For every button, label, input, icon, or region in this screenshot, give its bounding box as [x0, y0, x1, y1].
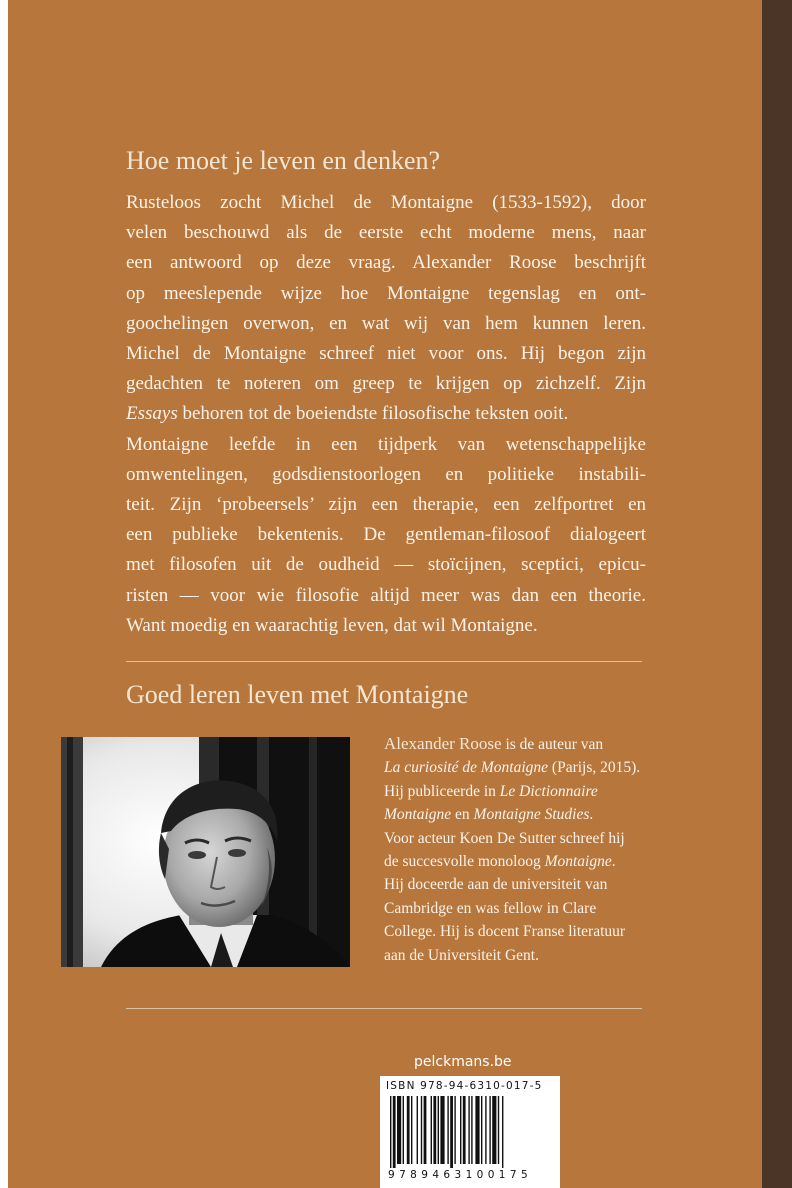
- barcode-bar: [454, 1096, 455, 1164]
- barcode-bar: [492, 1096, 496, 1164]
- barcode-bar: [447, 1096, 448, 1164]
- barcode-bar: [485, 1096, 486, 1164]
- barcode-bar: [438, 1096, 439, 1164]
- blurb-line: met filosofen uit de oudheid — stoïcijnen, sceptici, epicu-: [126, 554, 646, 576]
- barcode-number: 9789463100175: [388, 1169, 533, 1181]
- barcode-bar: [463, 1096, 466, 1164]
- barcode-bar: [417, 1096, 418, 1164]
- barcode-bar: [411, 1096, 412, 1164]
- barcode-bar: [475, 1096, 479, 1164]
- essays-title: Essays: [126, 403, 178, 425]
- barcode-bar: [393, 1096, 396, 1168]
- barcode-bar: [431, 1096, 432, 1164]
- blurb-line: Montaigne leefde in een tijdperk van wetenschappelijke: [126, 433, 646, 455]
- barcode-bar: [397, 1096, 401, 1164]
- bio-line: College. Hij is docent Franse literatuur: [384, 923, 626, 941]
- barcode-bar: [468, 1096, 469, 1164]
- barcode-bar: [403, 1096, 404, 1164]
- bio-line: de succesvolle monoloog Montaigne.: [384, 853, 616, 871]
- blurb-line: gedachten te noteren om greep te krijgen op zichzelf. Zijn: [126, 373, 646, 395]
- author-heading: Goed leren leven met Montaigne: [126, 680, 469, 709]
- blurb-heading: Hoe moet je leven en denken?: [126, 146, 441, 175]
- blurb-line: goochelingen overwon, en wat wij van hem kunnen leren.: [126, 312, 646, 334]
- author-name: Alexander Roose: [384, 734, 502, 753]
- blurb-line: Rusteloos zocht Michel de Montaigne (1533-1592), door: [126, 192, 646, 213]
- blurb-line: een antwoord op deze vraag. Alexander Roose beschrijft: [126, 252, 646, 274]
- divider: [126, 661, 642, 662]
- blurb-line: een publieke bekentenis. De gentleman-filosoof dialogeert: [126, 524, 646, 546]
- blurb-line: Essays behoren tot de boeiendste filosofische teksten ooit.: [126, 403, 569, 425]
- bio-line: Hij doceerde aan de universiteit van: [384, 876, 608, 894]
- divider: [126, 1008, 642, 1009]
- bio-line: Hij publiceerde in Le Dictionnaire: [384, 782, 598, 800]
- barcode-bar: [460, 1096, 461, 1164]
- barcode-bar: [471, 1096, 472, 1164]
- blurb-line: op meeslepende wijze hoe Montaigne tegenslag en ont-: [126, 282, 646, 304]
- publisher-website: pelckmans.be: [414, 1054, 512, 1070]
- barcode-bar: [481, 1096, 482, 1164]
- blurb-line: teit. Zijn ‘probeersels’ zijn een therapie, een zelfportret en: [126, 494, 646, 516]
- barcode-bar: [502, 1096, 503, 1168]
- bio-line: Voor acteur Koen De Sutter schreef hij: [384, 829, 625, 847]
- bio-line: La curiosité de Montaigne (Parijs, 2015).: [384, 759, 641, 777]
- author-bio: [384, 732, 684, 967]
- blurb-line: omwentelingen, godsdienstoorlogen en politieke instabili-: [126, 463, 646, 485]
- barcode-bar: [498, 1096, 499, 1164]
- barcode-bar: [489, 1096, 490, 1164]
- bio-line: Montaigne en Montaigne Studies.: [384, 806, 594, 824]
- barcode-bar: [440, 1096, 444, 1164]
- bio-line: Cambridge en was fellow in Clare: [384, 899, 597, 917]
- barcode-bar: [424, 1096, 427, 1164]
- bio-line: Alexander Roose is de auteur van: [384, 734, 604, 753]
- barcode-bar: [421, 1096, 422, 1164]
- blurb-line: Want moedig en waarachtig leven, dat wil Montaigne.: [126, 614, 538, 636]
- blurb-line: velen beschouwd als de eerste echt moderne mens, naar: [126, 222, 646, 244]
- barcode-bar: [450, 1096, 453, 1168]
- blurb-line: risten — voor wie filosofie altijd meer was dan een theorie.: [126, 584, 646, 606]
- book-spine: [762, 0, 792, 1188]
- isbn-barcode: [380, 1076, 560, 1188]
- barcode-bar: [433, 1096, 436, 1164]
- barcode-bar: [390, 1096, 391, 1168]
- blurb-text: [126, 188, 646, 641]
- bio-line: aan de Universiteit Gent.: [384, 946, 539, 964]
- author-photo: [61, 737, 350, 967]
- barcode-bar: [407, 1096, 410, 1164]
- isbn-label: ISBN 978-94-6310-017-5: [386, 1080, 543, 1092]
- blurb-line: Michel de Montaigne schreef niet voor ons. Hij begon zijn: [126, 343, 646, 365]
- author-portrait-image: [61, 737, 350, 967]
